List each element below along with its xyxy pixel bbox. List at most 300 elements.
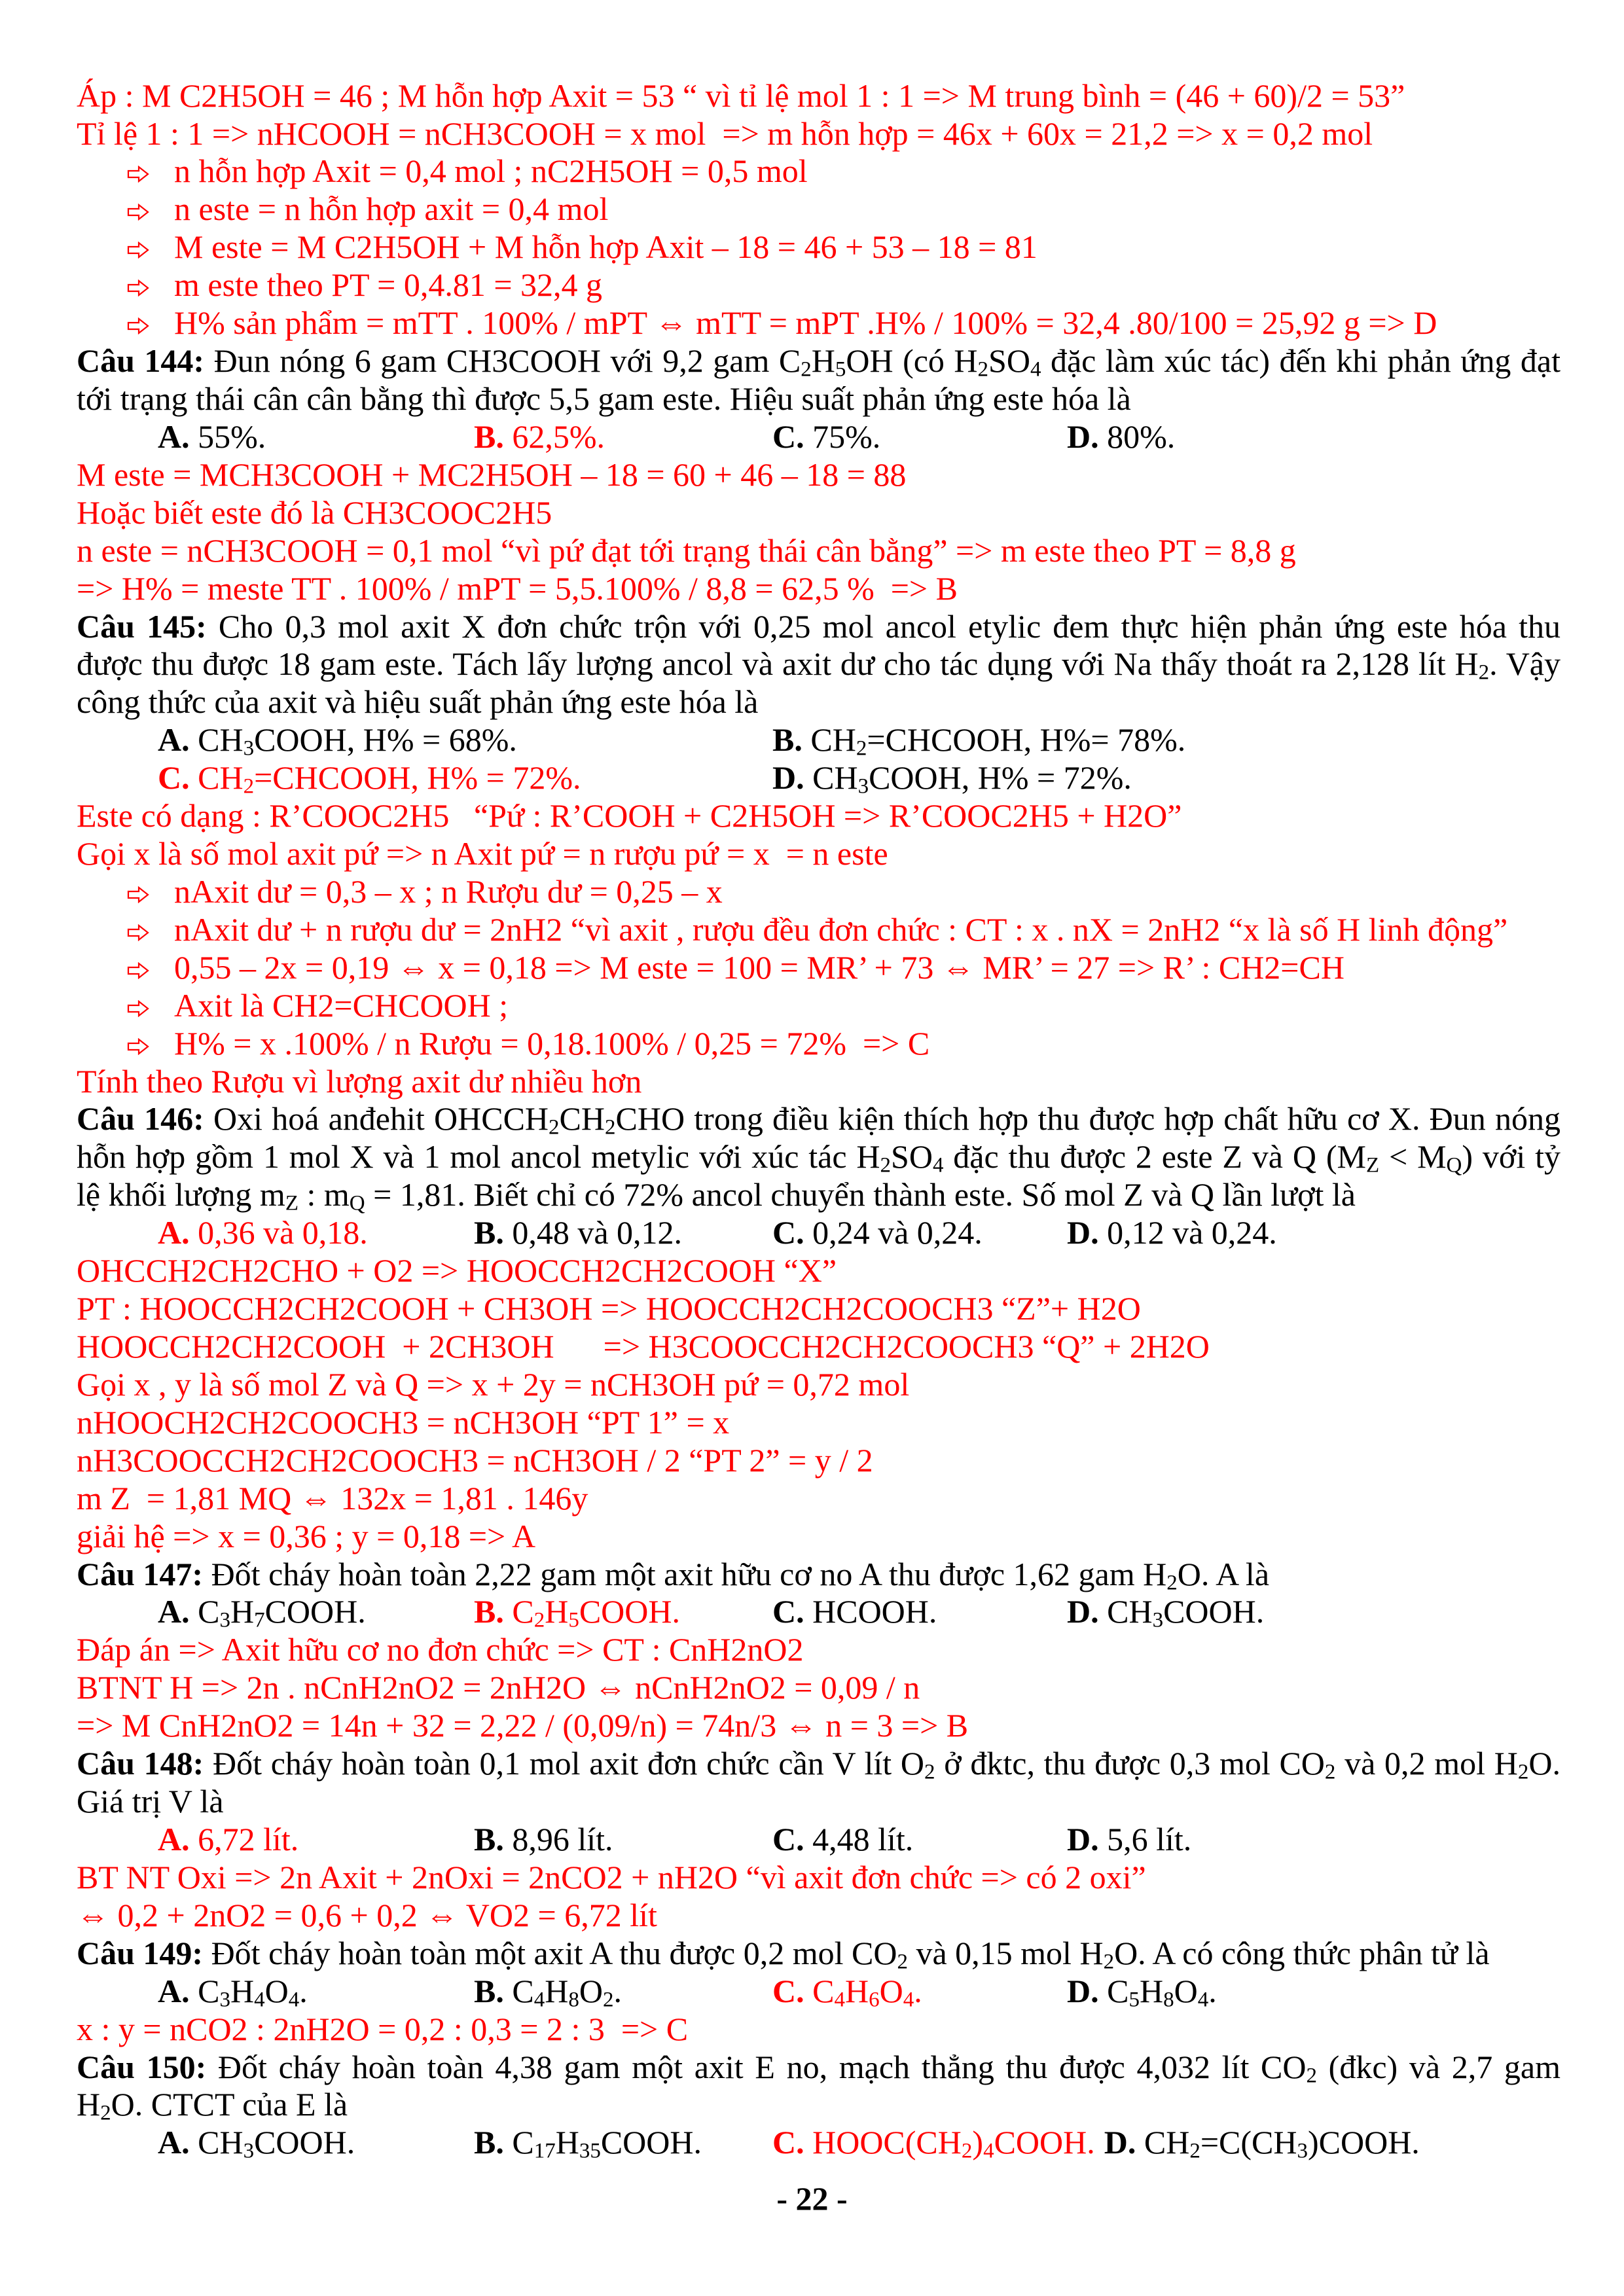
subscript: 3 <box>243 2139 255 2163</box>
solution-step <box>77 1025 1561 1063</box>
text-run: Đốt cháy hoàn toàn 0,1 mol axit đơn chức cần V lít O <box>204 1745 924 1782</box>
solution-text: M este = MCH3COOH + MC2H5OH – 18 = 60 + 46 – 18 = 88 <box>77 456 907 493</box>
text-run: 0,24 và 0,24. <box>812 1214 983 1251</box>
arrow-bullet-icon <box>127 204 149 221</box>
text-run: 80%. <box>1107 418 1176 455</box>
subscript: 6 <box>869 1988 880 2012</box>
option-label: C. <box>772 1821 804 1857</box>
text-run: Đun nóng 6 gam CH3COOH với 9,2 gam C <box>204 342 801 380</box>
solution-step <box>77 190 1561 228</box>
question-line <box>77 1935 1561 1973</box>
question-line <box>77 1556 1561 1594</box>
text-run: ) với tỷ <box>1462 1138 1561 1175</box>
text-run: CH <box>198 2124 244 2161</box>
subscript: 4 <box>1030 357 1041 382</box>
subscript: 4 <box>834 1988 845 2012</box>
answer-options <box>77 759 1561 797</box>
option-label: C. <box>772 1214 804 1251</box>
text-run: O <box>579 1972 603 2009</box>
option-label: D. <box>772 759 804 797</box>
text-run: < M <box>1379 1138 1447 1175</box>
solution-text: Đáp án => Axit hữu cơ no đơn chức => CT : CnH2nO2 <box>77 1631 804 1668</box>
text-run: CH <box>1107 1593 1153 1630</box>
solution-text: BT NT Oxi => 2n Axit + 2nOxi = 2nCO2 + nH2O “vì axit đơn chức => có 2 oxi” <box>77 1858 1146 1895</box>
solution-line <box>77 1897 1561 1935</box>
question-number: Câu 146: <box>77 1100 204 1138</box>
text-run: H <box>545 1593 569 1630</box>
solution-text: OHCCH2CH2CHO + O2 => HOOCCH2CH2COOH “X” <box>77 1252 837 1289</box>
subscript: 2 <box>924 1760 935 1784</box>
question-line <box>77 2049 1561 2087</box>
text-run: COOH. <box>254 2124 355 2161</box>
subscript: 2 <box>602 1988 614 2012</box>
text-run: OH (có H <box>846 342 978 380</box>
solution-step <box>77 949 1561 987</box>
text-run: Oxi hoá anđehit OHCCH <box>204 1100 549 1138</box>
option-label: C. <box>772 1972 804 2009</box>
subscript: 2 <box>605 1116 616 1140</box>
option-a <box>158 2124 474 2162</box>
question-number: Câu 148: <box>77 1745 204 1782</box>
option-b <box>772 721 1195 759</box>
option-label: D. <box>1067 1214 1099 1251</box>
option-label: B. <box>474 1821 504 1857</box>
subscript: 2 <box>1306 2064 1317 2088</box>
text-run: CH <box>812 759 858 797</box>
question-line <box>77 1100 1561 1138</box>
option-label: B. <box>474 1214 504 1251</box>
option-label: A. <box>158 1593 190 1630</box>
arrow-bullet-icon <box>127 962 149 979</box>
subscript: 4 <box>288 1988 300 2012</box>
option-b <box>474 1973 772 2011</box>
option-b <box>474 1821 772 1859</box>
question-continuation <box>77 2086 1561 2124</box>
subscript: 2 <box>100 2102 111 2126</box>
solution-step-text: H% sản phẩm = mTT . 100% / mPT ⇔ mTT = mPT .H% / 100% = 32,4 .80/100 = 25,92 g => D <box>174 304 1437 342</box>
option-label: C. <box>772 2124 804 2161</box>
question-continuation <box>77 1176 1561 1214</box>
text-run: O. CTCT của E là <box>111 2086 348 2123</box>
text-run: . <box>299 1972 308 2009</box>
text-run: 8,96 lít. <box>512 1821 613 1857</box>
solution-line <box>77 1442 1561 1480</box>
solution-text: HOOCCH2CH2COOH + 2CH3OH => H3COOCCH2CH2COOCH3 “Q” + 2H2O <box>77 1328 1210 1365</box>
text-run: COOH. <box>264 1593 366 1630</box>
text-run: ) <box>972 2124 984 2161</box>
subscript: 4 <box>254 1988 265 2012</box>
text-run: được thu được 18 gam este. Tách lấy lượng ancol và axit dư cho tác dụng với Na thấy thoát ra 2,128 lít H <box>77 645 1479 683</box>
subscript: 2 <box>1189 2139 1200 2163</box>
option-d <box>772 759 1141 797</box>
text-run: O. A có công thức phân tử là <box>1114 1934 1490 1971</box>
text-run: 4,48 lít. <box>812 1821 914 1857</box>
subscript: 3 <box>1297 2139 1308 2163</box>
option-c <box>158 759 772 797</box>
option-label: C. <box>158 759 190 797</box>
solution-step <box>77 266 1561 304</box>
solution-line <box>77 494 1561 532</box>
solution-line <box>77 1290 1561 1328</box>
text-run: CH <box>810 721 856 759</box>
option-label: A. <box>158 1214 190 1251</box>
text-run: H <box>545 1972 569 2009</box>
option-a <box>158 418 474 456</box>
solution-text: Tính theo Rượu vì lượng axit dư nhiều hơn <box>77 1062 642 1100</box>
solution-step <box>77 911 1561 949</box>
solution-line <box>77 1063 1561 1101</box>
solution-step-text: n este = n hỗn hợp axit = 0,4 mol <box>174 190 609 228</box>
text-run: =CHCOOH, H%= 78%. <box>867 721 1186 759</box>
subscript: 5 <box>568 1609 579 1633</box>
solution-line <box>77 1707 1561 1745</box>
solution-line <box>77 1328 1561 1366</box>
subscript: 2 <box>1166 1571 1178 1595</box>
text-run: H <box>77 2086 101 2123</box>
solution-step-text: 0,55 – 2x = 0,19 ⇔ x = 0,18 => M este = 100 = MR’ + 73 ⇔ MR’ = 27 => R’ : CH2=CH <box>174 948 1344 986</box>
text-run: 5,6 lít. <box>1107 1821 1192 1857</box>
subscript: 2 <box>1324 1760 1336 1784</box>
option-b <box>474 1593 772 1631</box>
option-b <box>474 2124 772 2162</box>
text-run: CH <box>559 1100 605 1138</box>
option-label: B. <box>474 1972 504 2009</box>
text-run: H <box>555 2124 579 2161</box>
answer-options <box>77 2124 1561 2162</box>
text-run: đặc làm xúc tác) đến khi phản ứng đạt <box>1041 342 1561 380</box>
solution-text: PT : HOOCCH2CH2COOH + CH3OH => HOOCCH2CH2COOCH3 “Z”+ H2O <box>77 1290 1141 1327</box>
solution-text: BTNT H => 2n . nCnH2nO2 = 2nH2O ⇔ nCnH2nO2 = 0,09 / n <box>77 1669 920 1706</box>
arrow-bullet-icon <box>127 1000 149 1017</box>
subscript: 8 <box>1163 1988 1174 2012</box>
text-run: O <box>879 1972 903 2009</box>
text-run: H <box>230 1972 255 2009</box>
subscript: 2 <box>1103 1950 1115 1974</box>
text-run: . <box>613 1972 622 2009</box>
text-run: Cho 0,3 mol axit X đơn chức trộn với 0,25 mol ancol etylic đem thực hiện phản ứng este hóa thu <box>206 607 1561 645</box>
solution-line <box>77 1404 1561 1442</box>
subscript: 17 <box>533 2139 556 2163</box>
subscript: 2 <box>856 736 867 761</box>
solution-step-text: n hỗn hợp Axit = 0,4 mol ; nC2H5OH = 0,5 mol <box>174 152 808 190</box>
text-run: O. <box>1528 1745 1561 1782</box>
text-run: =C(CH <box>1200 2124 1297 2161</box>
text-run: COOH, H% = 72%. <box>869 759 1132 797</box>
text-run: SO <box>891 1138 933 1175</box>
text-run: C <box>198 1593 220 1630</box>
solution-step-text: nAxit dư = 0,3 – x ; n Rượu dư = 0,25 – x <box>174 872 723 910</box>
question-continuation <box>77 1783 1561 1821</box>
solution-text: Gọi x , y là số mol Z và Q => x + 2y = nCH3OH pứ = 0,72 mol <box>77 1365 910 1403</box>
text-run: Giá trị V là <box>77 1783 224 1820</box>
solution-line <box>77 570 1561 608</box>
question-number: Câu 145: <box>77 607 207 645</box>
solution-line <box>77 835 1561 873</box>
option-c <box>772 1973 1067 2011</box>
question-number: Câu 150: <box>77 2048 207 2085</box>
subscript: 3 <box>219 1609 230 1633</box>
arrow-bullet-icon <box>127 166 149 183</box>
arrow-bullet-icon <box>127 279 149 296</box>
option-label: B. <box>772 721 803 759</box>
solution-text: => H% = meste TT . 100% / mPT = 5,5.100% / 8,8 = 62,5 % => B <box>77 569 958 607</box>
answer-options <box>77 1593 1561 1631</box>
option-c <box>772 1821 1067 1859</box>
text-run: C <box>512 1972 534 2009</box>
option-b <box>474 1214 772 1252</box>
option-d <box>1067 418 1184 456</box>
question-line <box>77 608 1561 646</box>
option-label: D. <box>1067 418 1099 455</box>
subscript: 2 <box>1478 661 1490 685</box>
solution-step <box>77 873 1561 911</box>
solution-line <box>77 1366 1561 1404</box>
solution-text: nH3COOCCH2CH2COOCH3 = nCH3OH / 2 “PT 2” = y / 2 <box>77 1441 873 1479</box>
subscript: 8 <box>568 1988 579 2012</box>
solution-step <box>77 228 1561 266</box>
arrow-bullet-icon <box>127 886 149 903</box>
text-run: công thức của axit và hiệu suất phản ứng este hóa là <box>77 683 759 721</box>
solution-line <box>77 1669 1561 1707</box>
arrow-bullet-icon <box>127 242 149 259</box>
option-a <box>158 721 772 759</box>
text-run: . Vậy <box>1489 645 1561 683</box>
answer-options <box>77 1214 1561 1252</box>
option-c <box>772 2124 1104 2162</box>
option-d <box>1067 1214 1286 1252</box>
text-run: CH <box>198 759 244 797</box>
subscript: 2 <box>977 357 989 382</box>
text-run: COOH. <box>1163 1593 1265 1630</box>
solution-step-text: Axit là CH2=CHCOOH ; <box>174 986 509 1024</box>
text-run: )COOH. <box>1307 2124 1420 2161</box>
answer-options <box>77 721 1561 759</box>
option-label: A. <box>158 2124 190 2161</box>
question-number: Câu 144: <box>77 342 205 380</box>
solution-text: Este có dạng : R’COOC2H5 “Pứ : R’COOH + C2H5OH => R’COOC2H5 + H2O” <box>77 797 1182 834</box>
solution-text: x : y = nCO2 : 2nH2O = 0,2 : 0,3 = 2 : 3 => C <box>77 2010 689 2047</box>
subscript: 2 <box>801 357 812 382</box>
text-run: ở đktc, thu được 0,3 mol CO <box>935 1745 1325 1782</box>
option-d <box>1104 2124 1429 2162</box>
option-label: C. <box>772 1593 804 1630</box>
option-d <box>1067 1821 1200 1859</box>
option-c <box>772 1593 1067 1631</box>
subscript: 5 <box>835 357 846 382</box>
text-run: . <box>1208 1972 1217 2009</box>
option-label: D. <box>1067 1972 1099 2009</box>
option-label: D. <box>1067 1593 1099 1630</box>
text-run: CH <box>198 721 244 759</box>
solution-line <box>77 1252 1561 1290</box>
subscript: 3 <box>1152 1609 1164 1633</box>
text-run: COOH. <box>579 1593 681 1630</box>
option-a <box>158 1821 474 1859</box>
option-label: A. <box>158 721 190 759</box>
subscript: 35 <box>579 2139 601 2163</box>
text-run: HOOC(CH <box>812 2124 962 2161</box>
option-d <box>1067 1973 1226 2011</box>
subscript: 2 <box>243 774 255 798</box>
text-run: COOH. <box>994 2124 1095 2161</box>
solution-text: nHOOCH2CH2COOCH3 = nCH3OH “PT 1” = x <box>77 1403 730 1441</box>
text-run: COOH. <box>600 2124 702 2161</box>
text-run: 75%. <box>812 418 881 455</box>
option-label: C. <box>772 418 804 455</box>
option-d <box>1067 1593 1273 1631</box>
solution-line <box>77 1480 1561 1518</box>
page-number: - 22 - <box>776 2180 848 2217</box>
text-run: : m <box>298 1176 350 1213</box>
text-run: Đốt cháy hoàn toàn 4,38 gam một axit E no, mạch thẳng thu được 4,032 lít CO <box>206 2048 1307 2085</box>
solution-line <box>77 1631 1561 1669</box>
subscript: 4 <box>533 1988 545 2012</box>
question-continuation <box>77 645 1561 683</box>
page-body <box>77 77 1561 2162</box>
text-run: 55%. <box>198 418 266 455</box>
answer-options <box>77 1973 1561 2011</box>
solution-line <box>77 1518 1561 1556</box>
text-run: C <box>1107 1972 1129 2009</box>
option-label: A. <box>158 418 190 455</box>
text-run: 0,12 và 0,24. <box>1107 1214 1277 1251</box>
text-run: 62,5%. <box>512 418 605 455</box>
text-run: C <box>512 1593 534 1630</box>
solution-text: m Z = 1,81 MQ ⇔ 132x = 1,81 . 146y <box>77 1479 588 1516</box>
subscript: Z <box>1365 1154 1380 1177</box>
text-run: Đốt cháy hoàn toàn 2,22 gam một axit hữu cơ no A thu được 1,62 gam H <box>203 1555 1167 1592</box>
text-run: CHO trong điều kiện thích hợp thu được hợp chất hữu cơ X. Đun nóng <box>615 1100 1561 1138</box>
text-run: và 0,15 mol H <box>907 1934 1104 1971</box>
text-run: 6,72 lít. <box>198 1821 299 1857</box>
text-run: H <box>811 342 835 380</box>
subscript: 2 <box>880 1154 892 1177</box>
subscript: 4 <box>983 2139 994 2163</box>
solution-step <box>77 152 1561 190</box>
solution-step <box>77 304 1561 342</box>
subscript: 3 <box>219 1988 230 2012</box>
question-line <box>77 1745 1561 1783</box>
text-run: đặc thu được 2 este Z và Q (M <box>943 1138 1366 1175</box>
subscript: 3 <box>857 774 869 798</box>
arrow-bullet-icon <box>127 317 149 334</box>
solution-text: Tỉ lệ 1 : 1 => nHCOOH = nCH3COOH = x mol => m hỗn hợp = 46x + 60x = 21,2 => x = 0,2 mol <box>77 115 1373 152</box>
solution-text: => M CnH2nO2 = 14n + 32 = 2,22 / (0,09/n) = 74n/3 ⇔ n = 3 => B <box>77 1707 969 1744</box>
subscript: 7 <box>254 1609 265 1633</box>
option-a <box>158 1973 474 2011</box>
subscript: 5 <box>1128 1988 1140 2012</box>
solution-line <box>77 1859 1561 1897</box>
subscript: 3 <box>243 736 255 761</box>
text-run: C <box>198 1972 220 2009</box>
text-run: H <box>1139 1972 1164 2009</box>
solution-line <box>77 115 1561 153</box>
text-run: 0,48 và 0,12. <box>512 1214 683 1251</box>
subscript: Z <box>285 1191 298 1215</box>
subscript: 2 <box>533 1609 545 1633</box>
option-label: A. <box>158 1972 190 2009</box>
solution-text: ⇔ 0,2 + 2nO2 = 0,6 + 0,2 ⇔ VO2 = 6,72 lít <box>77 1896 657 1933</box>
text-run: C <box>812 1972 835 2009</box>
text-run: COOH, H% = 68%. <box>254 721 517 759</box>
text-run: CH <box>1144 2124 1190 2161</box>
text-run: lệ khối lượng m <box>77 1176 285 1213</box>
option-label: B. <box>474 418 504 455</box>
solution-step-text: M este = M C2H5OH + M hỗn hợp Axit – 18 = 46 + 53 – 18 = 81 <box>174 228 1038 266</box>
text-run: O. A là <box>1177 1555 1270 1592</box>
option-b <box>474 418 772 456</box>
solution-line <box>77 77 1561 115</box>
solution-text: n este = nCH3COOH = 0,1 mol “vì pứ đạt tới trạng thái cân bằng” => m este theo PT = 8,8 g <box>77 531 1296 569</box>
text-run: tới trạng thái cân cân bằng thì được 5,5 gam este. Hiệu suất phản ứng este hóa là <box>77 380 1131 417</box>
solution-step-text: m este theo PT = 0,4.81 = 32,4 g <box>174 266 603 304</box>
option-c <box>772 1214 1067 1252</box>
text-run: = 1,81. Biết chỉ có 72% ancol chuyển thành este. Số mol Z và Q lần lượt là <box>365 1176 1356 1213</box>
arrow-bullet-icon <box>127 924 149 941</box>
text-run: H <box>844 1972 869 2009</box>
question-continuation <box>77 380 1561 418</box>
text-run: Đốt cháy hoàn toàn một axit A thu được 0,2 mol CO <box>203 1934 897 1971</box>
text-run: HCOOH. <box>812 1593 937 1630</box>
solution-step <box>77 987 1561 1025</box>
text-run: 0,36 và 0,18. <box>198 1214 368 1251</box>
option-label: B. <box>474 1593 504 1630</box>
option-label: D. <box>1067 1821 1099 1857</box>
text-run: (đkc) và 2,7 gam <box>1316 2048 1561 2085</box>
option-label: A. <box>158 1821 190 1857</box>
solution-text: giải hệ => x = 0,36 ; y = 0,18 => A <box>77 1517 536 1554</box>
answer-options <box>77 1821 1561 1859</box>
subscript: 4 <box>1197 1988 1209 2012</box>
solution-line <box>77 532 1561 570</box>
question-number: Câu 147: <box>77 1555 204 1592</box>
solution-text: Áp : M C2H5OH = 46 ; M hỗn hợp Axit = 53 “ vì tỉ lệ mol 1 : 1 => M trung bình = (46 + 60)/2 = 53” <box>77 77 1405 114</box>
answer-options <box>77 418 1561 456</box>
text-run: O <box>264 1972 289 2009</box>
option-label: B. <box>474 2124 504 2161</box>
text-run: hỗn hợp gồm 1 mol X và 1 mol ancol metylic với xúc tác H <box>77 1138 880 1175</box>
arrow-bullet-icon <box>127 1038 149 1055</box>
question-number: Câu 149: <box>77 1934 204 1971</box>
text-run: =CHCOOH, H% = 72%. <box>254 759 581 797</box>
option-c <box>772 418 1067 456</box>
subscript: 2 <box>549 1116 560 1140</box>
solution-text: Hoặc biết este đó là CH3COOC2H5 <box>77 493 552 531</box>
solution-line <box>77 2011 1561 2049</box>
question-line <box>77 342 1561 380</box>
subscript: Q <box>349 1191 365 1215</box>
text-run: C <box>512 2124 534 2161</box>
solution-text: Gọi x là số mol axit pứ => n Axit pứ = n rượu pứ = x = n este <box>77 835 888 872</box>
subscript: 2 <box>897 1950 908 1974</box>
text-run: SO <box>988 342 1030 380</box>
text-run: . <box>914 1972 922 2009</box>
subscript: 4 <box>932 1154 944 1177</box>
solution-line <box>77 797 1561 835</box>
option-a <box>158 1214 474 1252</box>
subscript: Q <box>1446 1154 1462 1177</box>
text-run: và 0,2 mol H <box>1335 1745 1518 1782</box>
option-a <box>158 1593 474 1631</box>
solution-step-text: nAxit dư + n rượu dư = 2nH2 “vì axit , rượu đều đơn chức : CT : x . nX = 2nH2 “x là số H linh động” <box>174 910 1508 948</box>
option-label: D. <box>1104 2124 1136 2161</box>
solution-step-text: H% = x .100% / n Rượu = 0,18.100% / 0,25 = 72% => C <box>174 1024 930 1062</box>
solution-line <box>77 456 1561 494</box>
question-continuation <box>77 1138 1561 1176</box>
text-run: H <box>230 1593 255 1630</box>
subscript: 2 <box>1517 1760 1529 1784</box>
question-continuation <box>77 683 1561 721</box>
